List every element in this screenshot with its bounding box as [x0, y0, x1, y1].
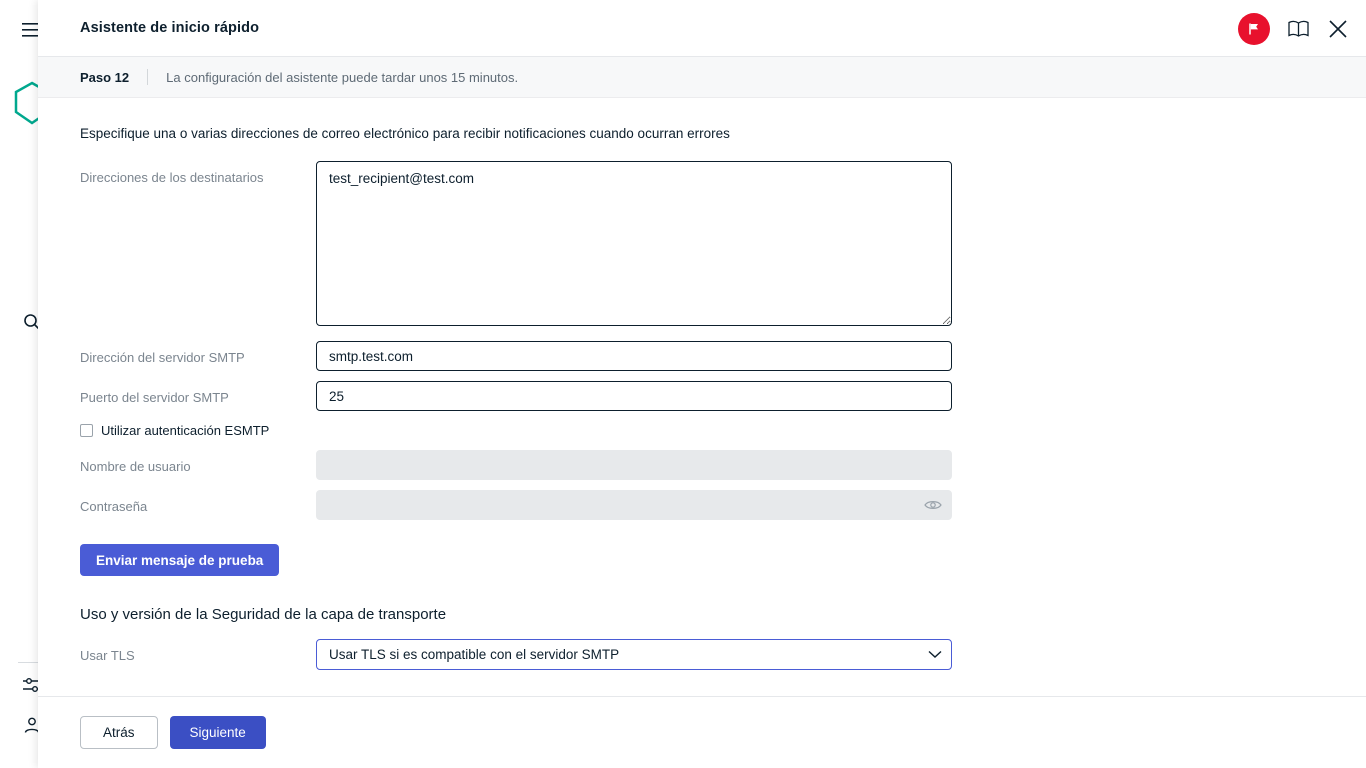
- esmtp-auth-label: Utilizar autenticación ESMTP: [101, 423, 270, 438]
- recipients-field-area: [316, 161, 952, 331]
- recipients-textarea[interactable]: [316, 161, 952, 326]
- book-icon[interactable]: [1286, 17, 1310, 41]
- header-actions: [1238, 0, 1350, 57]
- smtp-server-label: Dirección del servidor SMTP: [80, 350, 245, 365]
- notifications-flag-badge[interactable]: [1238, 13, 1270, 45]
- tls-select[interactable]: [316, 639, 952, 670]
- smtp-server-row: [80, 341, 1324, 371]
- tls-select-wrapper: [316, 639, 952, 670]
- smtp-port-row: [80, 381, 1324, 411]
- dialog-title: Asistente de inicio rápido: [80, 20, 260, 36]
- tls-field-area: [316, 639, 952, 670]
- intro-text: Especifique una o varias direcciones de correo electrónico para recibir notificaciones cuando ocurran errores: [80, 126, 730, 141]
- password-label: Contraseña: [80, 499, 148, 514]
- step-bar: [38, 57, 1366, 98]
- next-button[interactable]: Siguiente: [170, 716, 266, 749]
- quick-start-wizard-dialog: [38, 0, 1366, 768]
- esmtp-auth-checkbox-row[interactable]: [80, 423, 1324, 438]
- smtp-server-input[interactable]: [316, 341, 952, 371]
- esmtp-auth-checkbox[interactable]: [80, 424, 93, 437]
- password-input[interactable]: [316, 490, 952, 520]
- step-separator: [147, 69, 148, 85]
- tls-label: Usar TLS: [80, 648, 135, 663]
- password-row: [80, 490, 1324, 520]
- close-icon[interactable]: [1326, 17, 1350, 41]
- step-label: Paso 12: [80, 69, 130, 85]
- username-label: Nombre de usuario: [80, 459, 191, 474]
- username-row: [80, 450, 1324, 480]
- dialog-footer: [38, 696, 1366, 768]
- recipients-label: Direcciones de los destinatarios: [80, 170, 264, 185]
- eye-icon[interactable]: [924, 496, 942, 514]
- back-button[interactable]: Atrás: [80, 716, 158, 749]
- username-input[interactable]: [316, 450, 952, 480]
- recipients-row: [80, 161, 1324, 331]
- step-note: La configuración del asistente puede tardar unos 15 minutos.: [166, 69, 519, 85]
- smtp-port-field-area: [316, 381, 952, 411]
- dialog-header: [38, 0, 1366, 57]
- dialog-content: [38, 98, 1366, 696]
- smtp-port-input[interactable]: [316, 381, 952, 411]
- password-input-wrapper: [316, 490, 952, 520]
- tls-section-heading: Uso y versión de la Seguridad de la capa de transporte: [80, 606, 447, 623]
- smtp-server-field-area: [316, 341, 952, 371]
- tls-row: [80, 639, 1324, 670]
- smtp-port-label: Puerto del servidor SMTP: [80, 390, 229, 405]
- password-field-area: [316, 490, 952, 520]
- send-test-message-button[interactable]: Enviar mensaje de prueba: [80, 544, 279, 576]
- username-field-area: [316, 450, 952, 480]
